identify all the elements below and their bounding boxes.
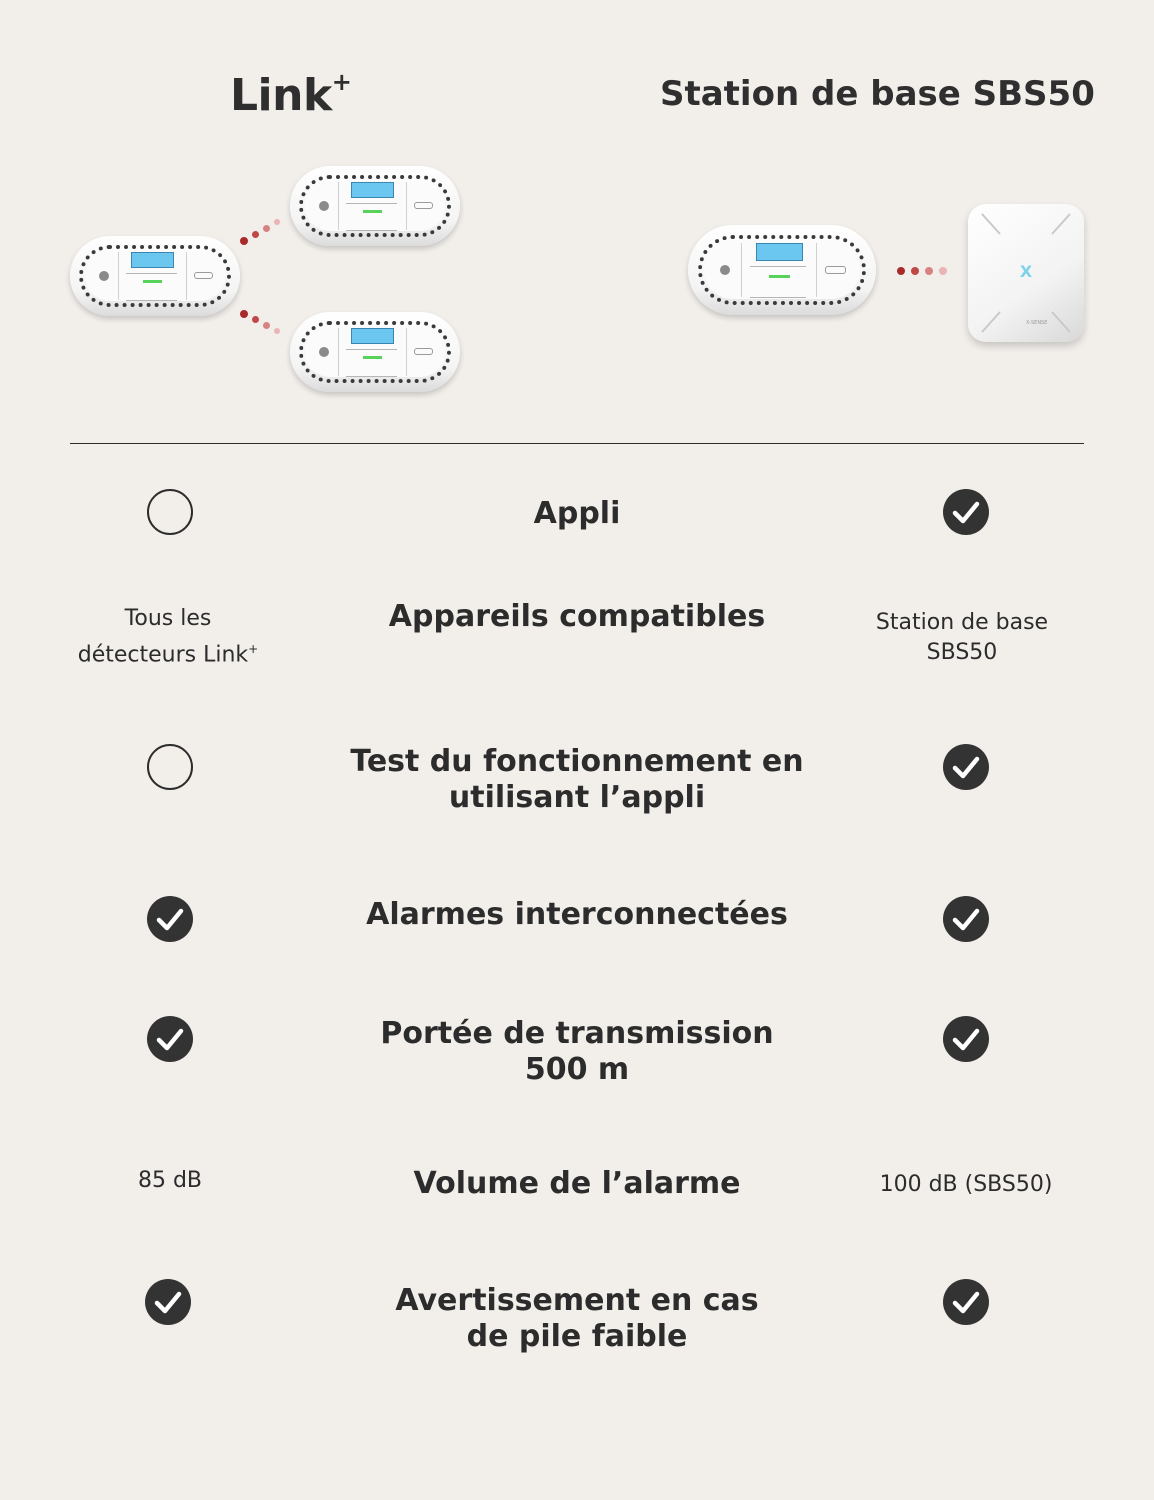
- right-line-2: SBS50: [926, 640, 998, 665]
- link-dot: [897, 267, 905, 275]
- link-dot: [240, 237, 248, 245]
- row-volume-left-text: 85 dB: [137, 1168, 203, 1193]
- detector-image-top: [290, 166, 460, 246]
- row-portee-right-check-icon: [943, 1016, 989, 1062]
- left-line-2: détecteurs Link+: [77, 642, 259, 668]
- row-portee-left-check-icon: [147, 1016, 193, 1062]
- row-test-label-line-2: utilisant l’appli: [448, 780, 706, 815]
- link-dot: [240, 310, 248, 318]
- row-alarmes-left-check-icon: [147, 896, 193, 942]
- row-appli-label: Appli: [533, 496, 621, 531]
- row-pile-left-check-icon: [145, 1279, 191, 1325]
- row-pile-right-check-icon: [943, 1279, 989, 1325]
- detector-image-bottom: [290, 312, 460, 392]
- row-portee-label: [340, 1016, 814, 1088]
- detector-image-left: [70, 236, 240, 316]
- base-station-title: Station de base SBS50: [660, 74, 1095, 114]
- base-station-logo: X: [1019, 262, 1033, 281]
- section-divider: [70, 443, 1084, 444]
- row-appli-right-check-icon: [943, 489, 989, 535]
- row-portee-label-line-2: 500 m: [524, 1052, 630, 1087]
- link-dot: [263, 322, 270, 329]
- link-dot: [925, 267, 933, 275]
- row-alarmes-label: Alarmes interconnectées: [366, 897, 788, 932]
- base-station-image: [968, 204, 1084, 342]
- detector-image-right: [688, 225, 876, 315]
- title-superscript: +: [331, 68, 352, 97]
- row-pile-label: [340, 1283, 814, 1355]
- row-test-left-empty-circle: [147, 744, 193, 790]
- link-dot: [252, 316, 259, 323]
- row-test-label: [340, 744, 814, 816]
- row-test-label-line-1: Test du fonctionnement en: [350, 744, 804, 779]
- row-portee-label-line-1: Portée de transmission: [380, 1016, 774, 1051]
- left-line-1: Tous les: [124, 606, 212, 631]
- link-dot: [274, 219, 280, 225]
- link-dot: [939, 267, 947, 275]
- link-dot: [252, 231, 259, 238]
- link-dot: [263, 225, 270, 232]
- row-compatibles-label: Appareils compatibles: [388, 599, 766, 634]
- row-alarmes-right-check-icon: [943, 896, 989, 942]
- right-line-1: Station de base: [875, 610, 1049, 635]
- row-appli-left-empty-circle: [147, 489, 193, 535]
- link-plus-title: Link+: [230, 68, 352, 121]
- row-pile-label-line-2: de pile faible: [466, 1319, 688, 1354]
- row-pile-label-line-1: Avertissement en cas: [395, 1283, 759, 1318]
- link-dot: [911, 267, 919, 275]
- row-test-right-check-icon: [943, 744, 989, 790]
- row-volume-right-text: 100 dB (SBS50): [879, 1172, 1053, 1197]
- base-station-brand: X-SENSE: [1026, 320, 1048, 326]
- link-dot: [274, 328, 280, 334]
- left-line-2-superscript: +: [248, 642, 259, 656]
- row-compatibles-right-text: [842, 608, 1082, 668]
- row-compatibles-left-text: [50, 604, 286, 670]
- row-volume-label: Volume de l’alarme: [413, 1166, 741, 1201]
